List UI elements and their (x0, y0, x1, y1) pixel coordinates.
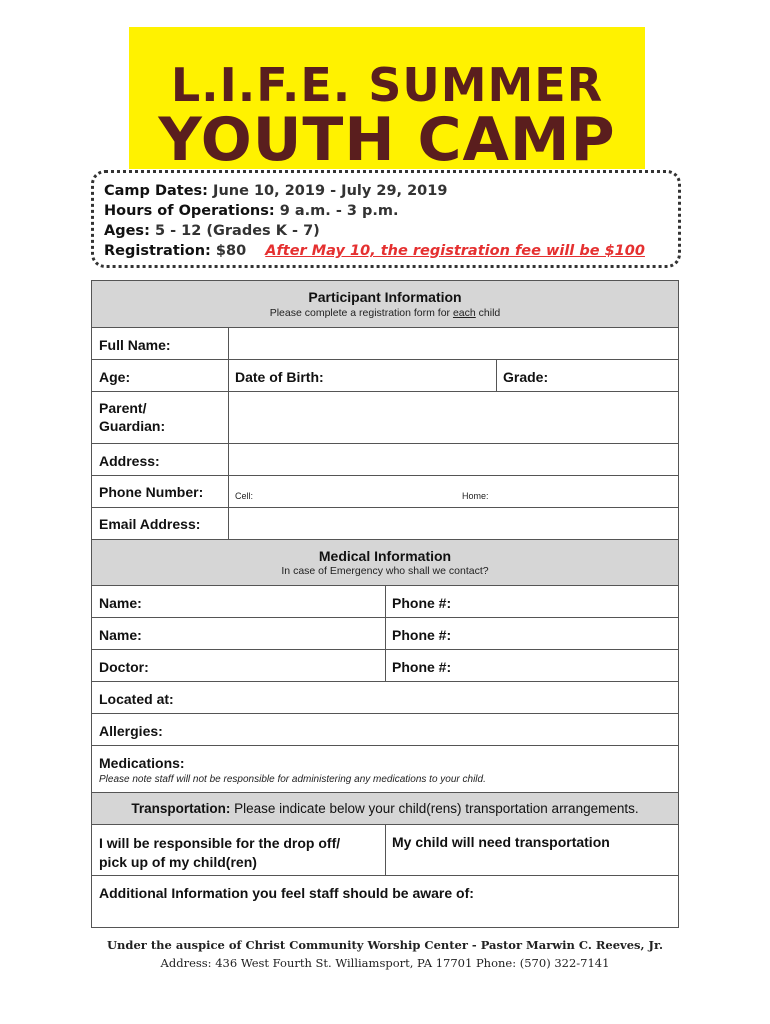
banner-title-line1: L.I.F.E. SUMMER (170, 58, 604, 112)
ages-label: Ages: (104, 223, 150, 239)
contact1-phone-label: Phone #: (392, 595, 452, 611)
grade-divider (496, 360, 497, 392)
home-label: Home: (462, 491, 489, 501)
camp-dates (104, 183, 447, 199)
each-emphasis: each (452, 307, 476, 319)
registration-value: $80 (215, 243, 247, 259)
contact1-row (92, 586, 678, 618)
email-label: Email Address: (99, 516, 201, 532)
hours (104, 203, 399, 219)
address-row (92, 444, 678, 476)
transportation-section-header (92, 792, 678, 825)
registration-form (91, 280, 679, 928)
hours-value: 9 a.m. - 3 p.m. (279, 203, 399, 219)
registration-label: Registration: (104, 243, 211, 259)
additional-info-label: Additional Information you feel staff should be aware of: (99, 885, 474, 901)
contact2-phone-label: Phone #: (392, 627, 452, 643)
camp-info-box (91, 170, 681, 268)
camp-banner (129, 27, 645, 175)
footer-address: Address: 436 West Fourth St. Williamsport, PA 17701 Phone: (570) 322-7141 (160, 956, 610, 970)
participant-title: Participant Information (308, 289, 462, 305)
contact1-name-label: Name: (99, 595, 142, 611)
doctor-row (92, 650, 678, 682)
address-label: Address: (99, 453, 160, 469)
located-at-label: Located at: (99, 691, 174, 707)
age-label: Age: (99, 369, 131, 385)
hours-label: Hours of Operations: (104, 203, 275, 219)
ages-value: 5 - 12 (Grades K - 7) (154, 223, 320, 239)
banner-title-line2: YOUTH CAMP (158, 105, 616, 175)
dob-label: Date of Birth: (235, 369, 324, 385)
ages (104, 223, 320, 239)
registration (104, 243, 645, 259)
phone-number-label: Phone Number: (99, 484, 204, 500)
medical-section-header (92, 539, 678, 586)
allergies-label: Allergies: (99, 723, 163, 739)
medications-label: Medications: (99, 755, 185, 771)
camp-dates-value: June 10, 2019 - July 29, 2019 (213, 183, 448, 199)
medical-title: Medical Information (318, 548, 452, 564)
contact2-row (92, 618, 678, 650)
needs-transport-option: My child will need transportation (392, 834, 610, 850)
parent-row (92, 392, 678, 444)
transportation-divider (385, 825, 386, 876)
age-row (92, 360, 678, 392)
footer-sponsor: Under the auspice of Christ Community Worship Center - Pastor Marwin C. Reeves, Jr. (107, 938, 663, 952)
cell-label: Cell: (235, 491, 254, 501)
transportation-title: Transportation: Please indicate below your child(rens) transportation arrangements. (131, 801, 639, 816)
full-name-label: Full Name: (99, 337, 171, 353)
parent-guardian-label: Parent/ Guardian: (99, 400, 166, 434)
doctor-label: Doctor: (99, 659, 149, 675)
contact2-name-label: Name: (99, 627, 142, 643)
camp-dates-label: Camp Dates: (104, 183, 208, 199)
full-name-row (92, 328, 678, 360)
located-row (92, 682, 678, 714)
self-dropoff-option: I will be responsible for the drop off/ pick up of my child(ren) (99, 835, 341, 870)
participant-subtitle: Please complete a registration form for each child (269, 307, 501, 319)
late-fee-note: After May 10, the registration fee will be $100 (265, 243, 645, 259)
medical-subtitle: In case of Emergency who shall we contact? (281, 565, 489, 577)
participant-section-header (92, 280, 678, 328)
allergies-row (92, 714, 678, 746)
grade-label: Grade: (503, 369, 549, 385)
doctor-phone-label: Phone #: (392, 659, 452, 675)
medications-note: Please note staff will not be responsible for administering any medications to your child. (99, 774, 486, 785)
